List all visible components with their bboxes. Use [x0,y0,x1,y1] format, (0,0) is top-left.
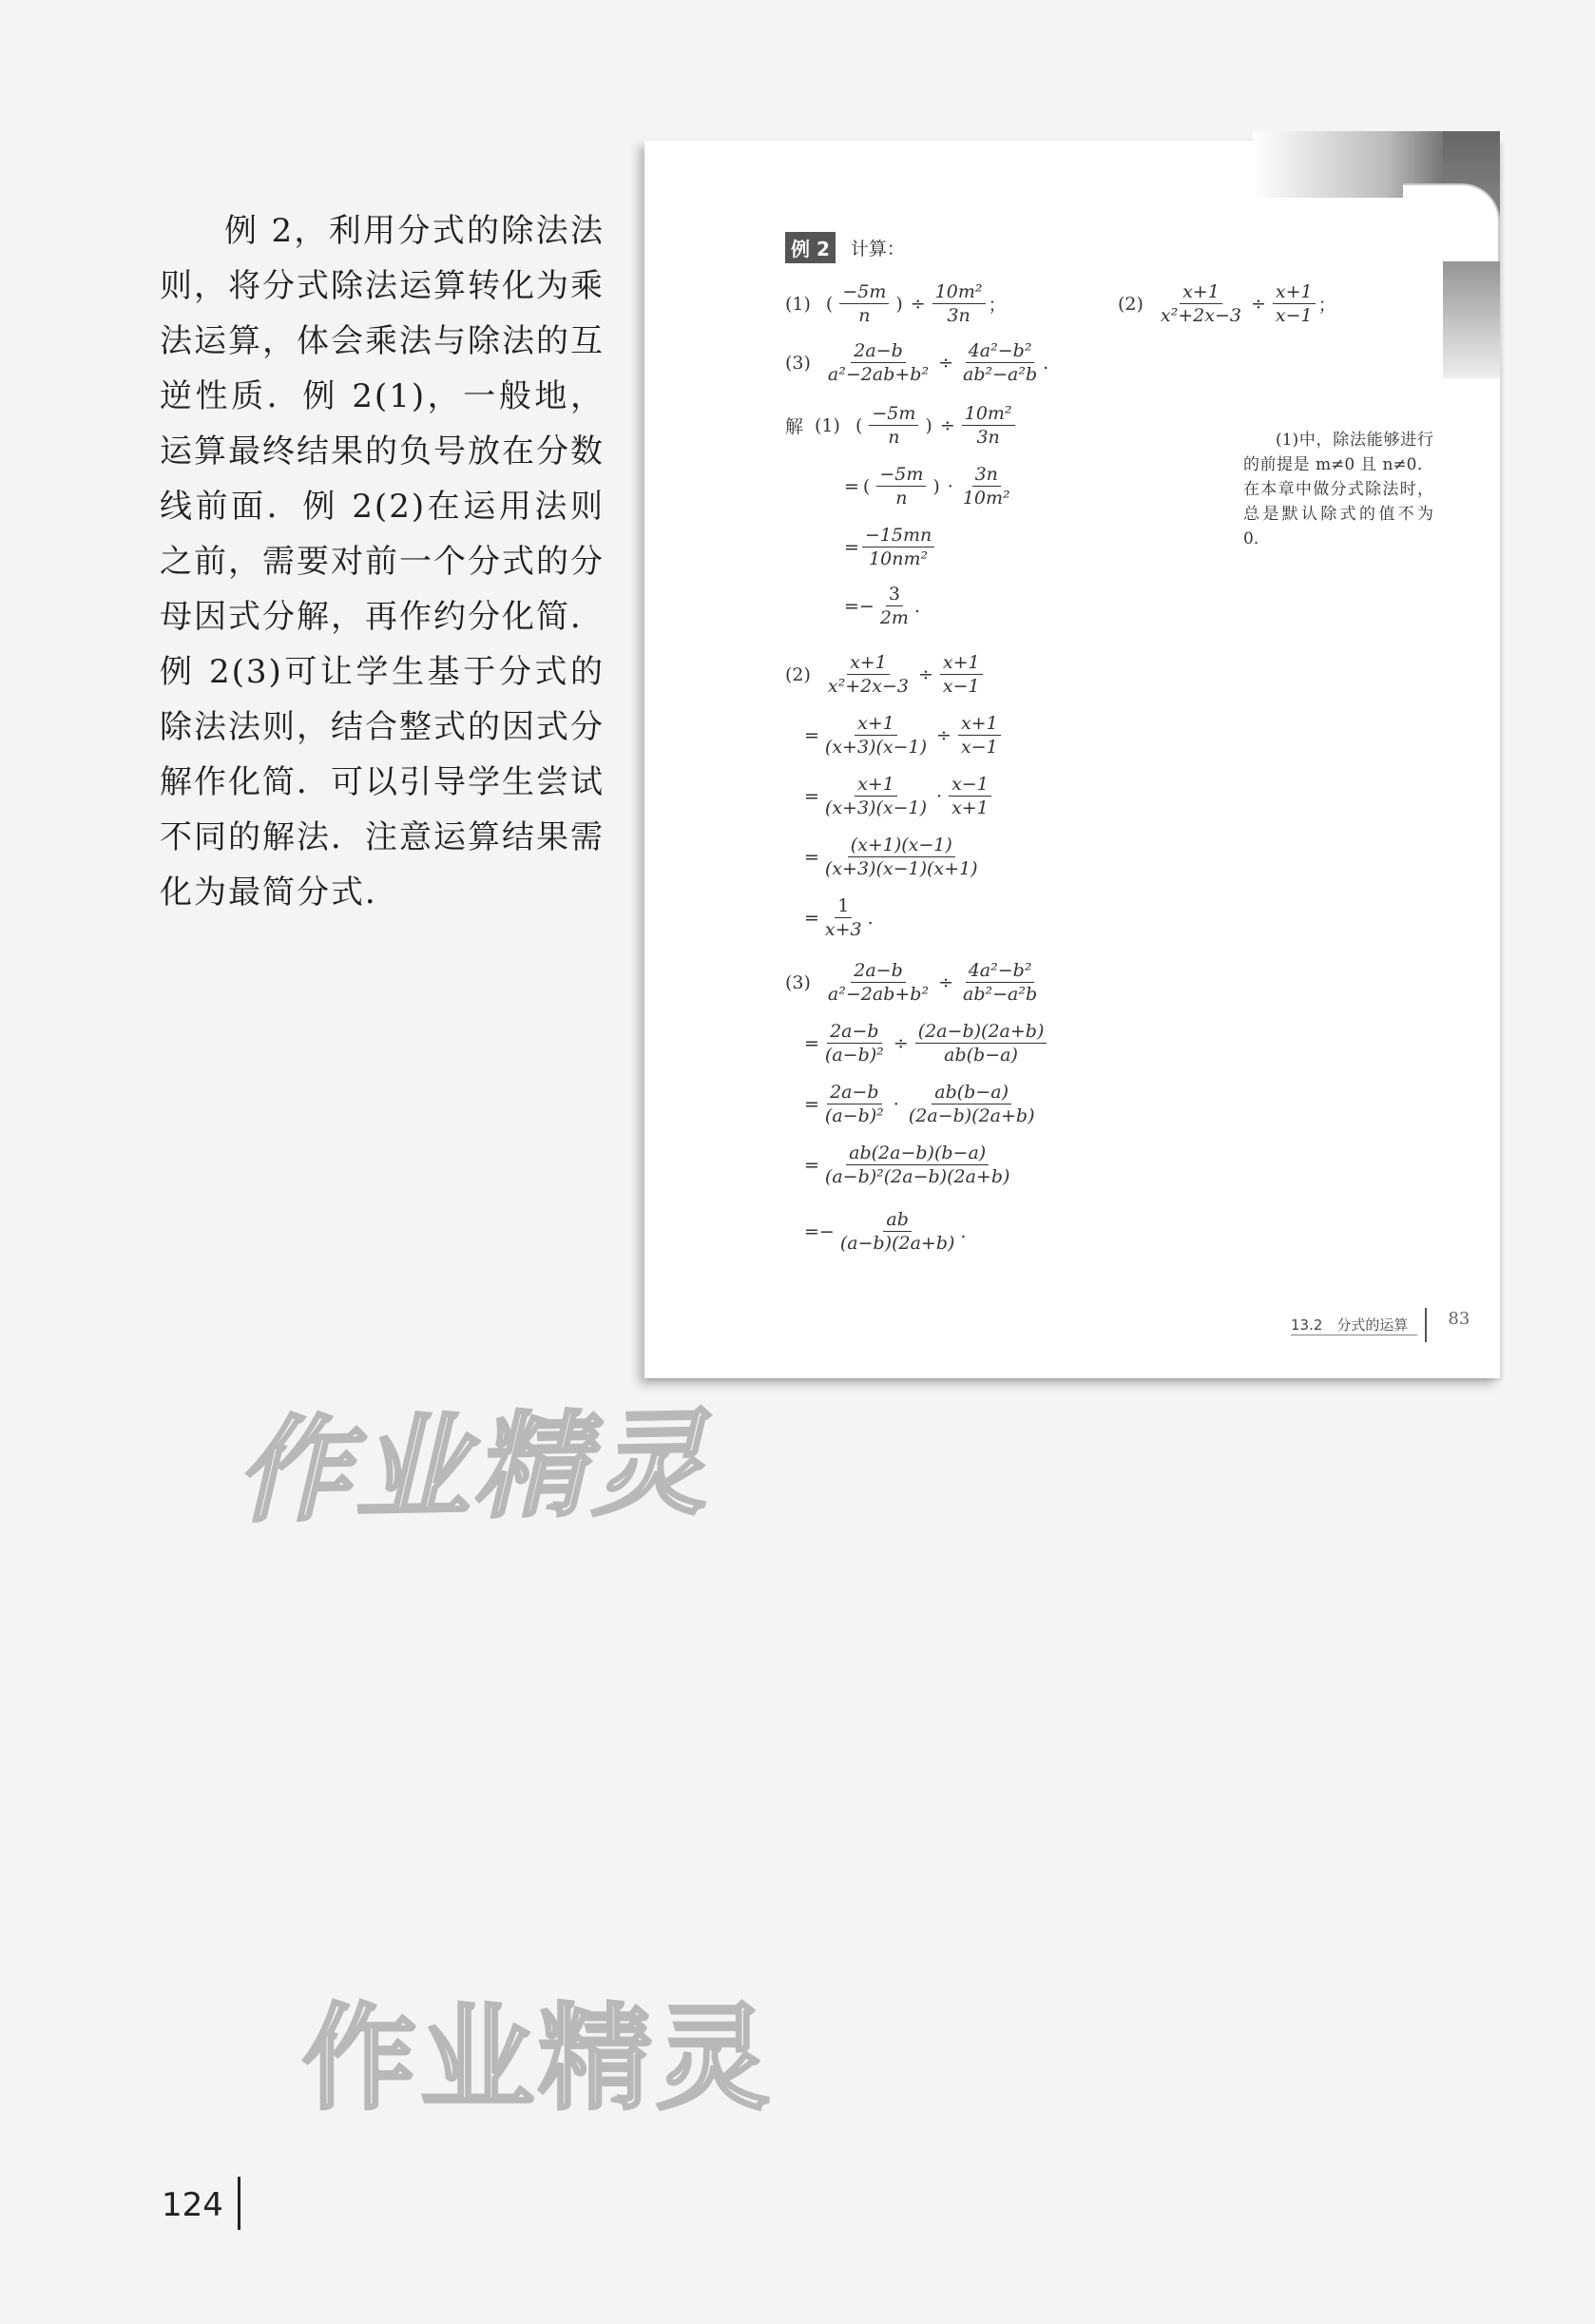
commentary-text: 例 2，利用分式的除法法则，将分式除法运算转化为乘法运算，体会乘法与除法的互逆性质．例 2(1)，一般地，运算最终结果的负号放在分数线前面．例 2(2)在运用法则之前，需要对前一个分式的分母因式分解，再作约分化简．例 2(3)可让学生基于分式的除法法则，结合整式的因式分解作化简．可以引导学生尝试不同的解法．注意运算结果需化为最简分式． [160,212,605,912]
solution-3-step-3: = $\frac{2a-b}{\text{(a−b)²}}$ · $\frac{ab(b-a)}{(2a-b)(2a+b)}$ [804,1082,1035,1126]
solution-2-step-3: = $\frac{x+1}{(x+3)(x-1)}$ · $\frac{x-1}{x+1}$ [804,774,994,818]
watermark-lower: 作业精灵 [302,1993,774,2125]
footer-page-number: 83 [1448,1308,1470,1329]
solution-2-result: = $\frac{1}{x+3}$ . [804,895,874,940]
example-heading [785,232,905,263]
solution-1-step-2: = ( $\frac{-5m}{n}$ ) · $\frac{3n}{\text{10m²}}$ [844,464,1010,509]
teacher-commentary [160,203,605,920]
footer-section-title: 13.2 分式的运算 [1291,1315,1417,1335]
solution-3-step-1: (3) $\frac{2a-b}{\text{a²−2ab+b²}}$ ÷ $\frac{\text{4a²−b²}}{\text{ab²−a²b}}$ [785,960,1038,1005]
page-number-divider [238,2177,240,2230]
solution-3-step-2: = $\frac{2a-b}{\text{(a−b)²}}$ ÷ $\frac{(2a-b)(2a+b)}{ab(b-a)}$ [804,1021,1049,1066]
solution-1-step-1: 解 (1) ( $\frac{-5m}{n}$ ) ÷ $\frac{\text{10m²}}{3n}$ [785,403,1018,448]
solution-2-step-2: = $\frac{x+1}{(x+3)(x-1)}$ ÷ $\frac{x+1}{x-1}$ [804,713,1004,758]
side-note: (1)中，除法能够进行的前提是 m≠0 且 n≠0．在本章中做分式除法时，总是默认除式的值不为 0． [1243,431,1433,548]
watermark-upper: 作业精灵 [230,1397,735,1539]
page-number: 124 [162,2186,223,2224]
textbook-page-inset [644,141,1500,1378]
solution-2-step-1: (2) $\frac{x+1}{\text{x²+2x−3}}$ ÷ $\frac{x+1}{x-1}$ [785,652,986,697]
solution-3-step-4: = $\frac{ab(2a-b)(b-a)}{\text{(a−b)²(2a−b)(2a+b)}}$ [804,1143,1010,1187]
problem-3: (3) $\frac{2a-b}{\text{a²−2ab+b²}}$ ÷ $\frac{\text{4a²−b²}}{\text{ab²−a²b}}$ . [785,340,1049,385]
example-badge: 例 2 [785,232,836,263]
solution-1-result: =− $\frac{3}{2m}$ . [844,584,920,628]
problem-1: (1) ( $\frac{-5m}{n}$ ) ÷ $\frac{\text{10m²}}{3n}$ ； [785,281,1007,326]
inset-footer [1291,1308,1470,1342]
problem-2: (2) $\frac{x+1}{\text{x²+2x−3}}$ ÷ $\frac{x+1}{x-1}$ ； [1118,281,1336,326]
solution-2-step-4: = $\frac{(x+1)(x-1)}{(x+3)(x-1)(x+1)}$ [804,835,978,879]
footer-divider [1425,1308,1427,1342]
corner-decoration-curve [1403,183,1500,261]
solution-3-result: =− $\frac{ab}{(a-b)(2a+b)}$ . [804,1209,967,1254]
example-title: 计算： [850,239,905,259]
solution-1-step-3: = $\frac{-15mn}{\text{10nm²}}$ [844,525,937,569]
